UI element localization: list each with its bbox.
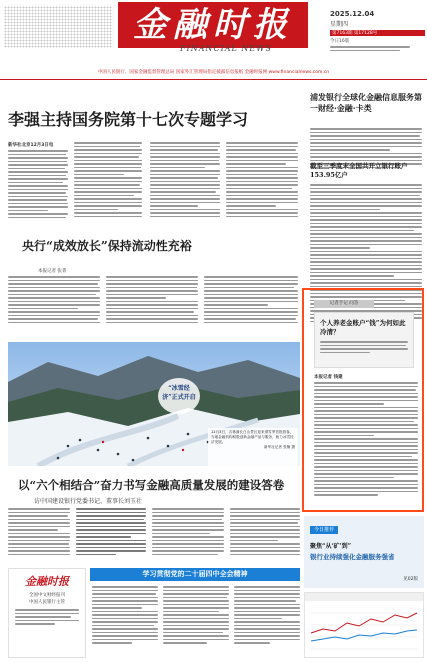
feature-headline: 以“六个相结合”奋力书写金融高质量发展的建设答卷 [18,478,285,492]
lead-column-2 [74,142,142,217]
bottom-ad-line-2: 中国人民银行主管 [29,600,65,605]
lead-body [8,142,298,234]
feature-photo [8,342,300,466]
photo-caption-text: 12月3日，吉林省长白山景区迎来滑雪季首批游客，当地金融机构积极创新金融产品与服务，助力冰雪经济发展。 [211,430,294,444]
masthead [0,0,427,60]
lead-byline: 新华社北京12月3日电 [8,143,54,148]
market-trend-graphic [305,593,423,657]
bottom-column-3 [234,586,300,644]
second-headline: 央行“成效放长”保持流动性充裕 [22,239,192,253]
market-chart-box [304,592,424,658]
photo-credit: 新华社记者 张楠 摄 [263,445,295,449]
bottom-ad-brand: 金融时报 [25,575,69,588]
promo-tag: 今日推荐 [310,526,338,534]
masthead-weekday: 星期四 [330,21,349,28]
campaign-banner-text: 学习贯彻党的二十届四中全会精神 [142,570,248,578]
qa-body [314,382,418,496]
feature-body [8,508,300,568]
second-column-2 [106,276,198,323]
second-column-1 [8,276,100,323]
masthead-issue-2: 今日16版 [330,39,350,44]
bottom-middle-body [92,586,300,658]
promo-headline-2: 银行业持续强化金融服务强省 [310,553,395,561]
bottom-ad [8,568,86,658]
qa-question-lines [320,341,408,353]
masthead-pattern-left [4,6,112,48]
qa-sidebar-box [302,288,424,512]
bottom-ad-lines [15,609,79,625]
photo-caption-box [208,428,298,466]
campaign-banner [90,568,300,581]
qa-byline: 本报记者 钱建 [314,375,343,380]
bottom-column-2 [163,586,229,644]
promo-block [304,516,424,588]
bottom-column-1 [92,586,158,644]
second-column-3 [204,276,298,323]
feature-column-3 [152,508,224,555]
feature-column-1 [8,508,70,555]
masthead-issue-1: 第7163期 第17128号 [330,30,425,36]
photo-caption-title: “冰雪经济”正式开启 [162,385,196,401]
masthead-rule [0,79,427,80]
qa-tag: 记者手记 问答 [314,300,374,308]
second-body [8,276,298,336]
feature-column-4 [230,508,300,555]
feature-subtitle: 访中国建设银行党委书记、董事长刘玉社 [34,498,143,505]
lead-column-4 [226,142,298,217]
masthead-date-block [330,10,425,52]
masthead-date: 2025.12.04 [330,10,375,18]
masthead-title: 金融时报 [118,2,308,48]
second-byline: 本报记者 张菁 [38,269,67,274]
bottom-ad-line-1: 全国中文财经报刊 [29,593,65,598]
photo-caption-badge [158,378,200,414]
promo-page: 见02版 [403,577,418,582]
lead-column-1 [8,150,68,218]
lead-column-3 [150,142,220,217]
right-top-headline: 浦发银行全球化金融信息服务第一财经·金融·卡类 [310,92,422,113]
masthead-subtitle: FINANCIAL NEWS [180,44,272,53]
lead-headline: 李强主持国务院第十七次专题学习 [8,110,249,129]
promo-headline-1: 聚焦“从‘矿’到” [310,543,352,550]
qa-question-card [314,312,414,368]
feature-intro-box [76,508,146,555]
right-top-subhead: 截至三季度末全国共开立银行账户153.95亿户 [310,162,408,179]
masthead-red-banner: 中国人民银行、国家金融监督管理总局 国家外汇管理局指定披露信息报纸 金融时报网 www.financialnews.com.cn [97,70,330,75]
feature-intro-lines [76,508,146,555]
qa-question-title: 个人养老金账户“钱”为何如此冷清？ [320,319,406,336]
masthead-info-lines [330,46,425,51]
